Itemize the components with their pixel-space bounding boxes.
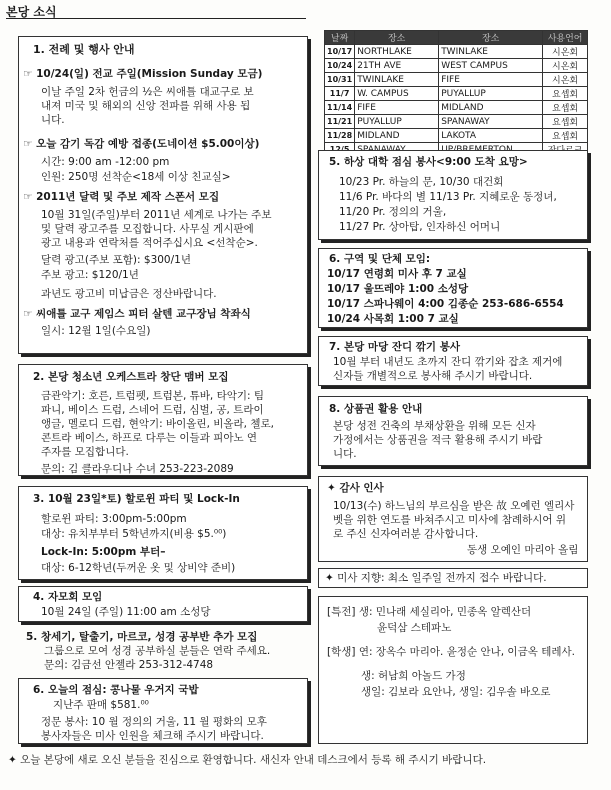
- mission-title: ☞ 10/24(일) 전교 주일(Mission Sunday 모금): [23, 68, 263, 80]
- thanks-line-3: 로 주신 신자여러분 감사합니다.: [333, 528, 479, 540]
- calendar-price-1: 달력 광고(주보 포함): $300/1년: [41, 254, 191, 266]
- calendar-line-2: 및 달력 광고주를 모집합니다. 사무실 게시판에: [41, 223, 254, 235]
- section-title: 1. 전례 및 행사 안내: [33, 43, 135, 56]
- schedule-date: 10/17: [325, 45, 355, 59]
- lockin-target: 대상: 6-12학년(두꺼운 옷 및 상비약 준비): [41, 562, 236, 574]
- schedule-place: NORTHLAKE: [355, 45, 439, 59]
- section-title: 3. 10월 23일*토) 할로윈 파티 및 Lock-In: [33, 493, 240, 505]
- pointer-icon: ✦: [8, 754, 21, 766]
- schedule-language: 시온회: [543, 59, 588, 73]
- calendar-price-2: 주보 광고: $120/1년: [41, 269, 139, 281]
- header-divider: [6, 18, 306, 19]
- schedule-row: [325, 87, 588, 101]
- service-line-4: 11/27 Pr. 상아탑, 인자하신 어머니: [339, 221, 501, 233]
- section-title: 6. 구역 및 단체 모임:: [329, 253, 431, 265]
- bible-study-body: 그룹으로 모여 성경 공부하실 분들은 연락 주세요.: [44, 645, 271, 657]
- mass-intention-text: ✦ 미사 지향: 최소 일주일 전까지 접수 바랍니다.: [325, 572, 547, 584]
- schedule-date: 11/7: [325, 87, 355, 101]
- meeting-line-2: 10/17 울뜨레야 1:00 소성당: [327, 283, 469, 295]
- pointer-icon: ✦: [327, 482, 340, 494]
- schedule-header-date: 날짜: [325, 31, 355, 45]
- schedule-place-2: TWINLAKE: [439, 45, 543, 59]
- pointer-icon: ✦: [325, 572, 338, 584]
- schedule-place-2: MIDLAND: [439, 101, 543, 115]
- section-title: 4. 자모회 모임: [33, 591, 103, 603]
- section-lawn: [318, 336, 588, 386]
- schedule-language: 요셉회: [543, 101, 588, 115]
- page-title: 본당 소식: [6, 5, 57, 19]
- flu-people: 인원: 250명 선착순<18세 이상 친교실>: [41, 171, 231, 183]
- giftcard-line-2: 가정에서는 상품권을 적극 활용해 주시기 바랍: [333, 434, 543, 446]
- schedule-place: 21TH AVE: [355, 59, 439, 73]
- thanks-title: ✦ 감사 인사: [327, 482, 384, 494]
- schedule-table: [324, 30, 588, 157]
- section-thanks: [318, 476, 588, 562]
- section-halloween: [18, 486, 308, 580]
- schedule-header-place: 장소: [355, 31, 439, 45]
- lunch-line-2: 봉사자들은 미사 인원을 체크해 주시기 바랍니다.: [41, 730, 264, 742]
- schedule-place-2: PUYALLUP: [439, 87, 543, 101]
- hand-pointer-icon: ☞: [23, 138, 37, 150]
- schedule-place-2: LAKOTA: [439, 129, 543, 143]
- section-title: 5. 하상 대학 점심 봉사<9:00 도착 요망>: [329, 156, 528, 168]
- orchestra-line-4: 콘트라 베이스, 하프로 다루는 이들과 피아노 연: [41, 432, 258, 444]
- section-lunch-service: [318, 150, 588, 240]
- schedule-language: 시온회: [543, 45, 588, 59]
- thanks-signature: 동생 오예인 마리아 올림: [467, 544, 579, 556]
- schedule-row: [325, 73, 588, 87]
- footer-welcome: ✦ 오늘 본당에 새로 오신 분들을 진심으로 환영합니다. 새신자 안내 데스크에서 등록 해 주시기 바랍니다.: [8, 754, 487, 766]
- prayer-other-2: 생일: 김보라 요안나, 생일: 김우솔 바오로: [361, 686, 551, 698]
- prayer-special: [특전] 생: 민나래 세실리아, 민종옥 알렉산더: [327, 606, 532, 618]
- schedule-place: PUYALLUP: [355, 115, 439, 129]
- schedule-date: 11/21: [325, 115, 355, 129]
- schedule-language: 요셉회: [543, 87, 588, 101]
- calendar-line-1: 10월 31일(주일)부터 2011년 세계로 나가는 주보: [41, 209, 272, 221]
- schedule-row: [325, 59, 588, 73]
- bible-study-contact: 문의: 김금선 안젤라 253-312-4748: [44, 659, 214, 671]
- meeting-line-3: 10/17 스파나웨이 4:00 김종순 253-686-6554: [327, 298, 564, 310]
- schedule-row: [325, 45, 588, 59]
- prayer-student: [학생] 연: 장옥수 마리아. 윤정순 안나, 이금옥 테레사.: [327, 646, 575, 658]
- calendar-line-3: 광고 내용과 연락처를 적어주십시요 <선착순>.: [41, 237, 258, 249]
- mission-line-2: 내져 미국 및 해외의 신앙 전파를 위해 사용 됩: [41, 100, 251, 112]
- giftcard-line-1: 본당 성전 건축의 부채상환을 위해 모든 신자: [333, 420, 536, 432]
- section-orchestra: [18, 364, 308, 476]
- orchestra-line-1: 금관악기: 호른, 트럼펫, 트럼본, 튜바, 타악기: 팀: [41, 390, 265, 402]
- lunch-sale: 지난주 판매 $581.⁰⁰: [53, 699, 149, 711]
- section-title: 2. 본당 청소년 오케스트라 창단 맴버 모집: [33, 371, 229, 383]
- schedule-language: 요셉회: [543, 115, 588, 129]
- prayer-special-2: 윤덕삼 스테파노: [377, 622, 452, 634]
- section-title: 6. 오늘의 점심: 콩나물 우거지 국밥: [33, 684, 199, 696]
- schedule-place-2: FIFE: [439, 73, 543, 87]
- schedule-language: 요셉회: [543, 129, 588, 143]
- section-title: 7. 본당 마당 잔디 깎기 봉사: [329, 341, 461, 353]
- section-lunch: [18, 678, 308, 744]
- orchestra-line-3: 앵글, 멜로디 드럼, 현악기: 바이올린, 비올라, 첼로,: [41, 418, 274, 430]
- flu-time: 시간: 9:00 am -12:00 pm: [41, 156, 170, 168]
- schedule-place: MIDLAND: [355, 129, 439, 143]
- section-events: [18, 36, 308, 354]
- section-title: 8. 상품권 활용 안내: [329, 403, 423, 415]
- hand-pointer-icon: ☞: [23, 191, 37, 203]
- hand-pointer-icon: ☞: [23, 308, 37, 320]
- schedule-place-2: SPANAWAY: [439, 115, 543, 129]
- mass-intention-note: [318, 568, 588, 588]
- dedication-date: 일시: 12월 1일(수요일): [41, 325, 151, 337]
- mothers-body: 10월 24일 (주일) 11:00 am 소성당: [41, 606, 211, 618]
- lockin-time: Lock-In: 5:00pm 부터–: [41, 546, 166, 558]
- party-target: 대상: 유치부부터 5학년까지(비용 $5.⁰⁰): [41, 528, 227, 540]
- flu-title: ☞ 오늘 감기 독감 예방 접종(도네이션 $5.00이상): [23, 138, 260, 150]
- schedule-date: 10/24: [325, 59, 355, 73]
- schedule-date: 10/31: [325, 73, 355, 87]
- service-line-1: 10/23 Pr. 하늘의 문, 10/30 대건회: [339, 176, 504, 188]
- schedule-date: 11/14: [325, 101, 355, 115]
- meeting-line-1: 10/17 연령회 미사 후 7 교실: [327, 268, 467, 280]
- schedule-date: 11/28: [325, 129, 355, 143]
- dedication-title: ☞ 씨애틀 교구 제임스 피터 살텐 교구장님 착좌식: [23, 308, 251, 320]
- schedule-row: [325, 115, 588, 129]
- bible-study-title: 5. 창세기, 탈출기, 마르코, 성경 공부반 추가 모집: [26, 631, 258, 643]
- mission-line-1: 이날 주일 2차 헌금의 ½은 씨애틀 대교구로 보: [41, 86, 254, 98]
- lunch-line-1: 정문 봉사: 10 월 정의의 거울, 11 월 평화의 모후: [41, 716, 267, 728]
- schedule-language: 시온회: [543, 73, 588, 87]
- section-gift-card: [318, 396, 588, 466]
- orchestra-line-2: 파니, 베이스 드럼, 스네어 드럼, 심벌, 공, 트라이: [41, 404, 264, 416]
- meeting-line-4: 10/24 사목회 1:00 7 교실: [327, 313, 459, 325]
- thanks-line-1: 10/13(수) 하느님의 부르심을 받은 故 오예런 엘리사: [333, 500, 575, 512]
- service-line-3: 11/20 Pr. 정의의 거울,: [339, 206, 447, 218]
- schedule-place: FIFE: [355, 101, 439, 115]
- schedule-place: TWINLAKE: [355, 73, 439, 87]
- calendar-title: ☞ 2011년 달력 및 주보 제작 스폰서 모집: [23, 191, 220, 203]
- orchestra-contact: 문의: 김 클라우디나 수녀 253-223-2089: [41, 463, 234, 475]
- section-mothers: [18, 586, 308, 622]
- schedule-header-language: 사용언어: [543, 31, 588, 45]
- schedule-row: [325, 101, 588, 115]
- party-time: 할로윈 파티: 3:00pm-5:00pm: [41, 513, 187, 525]
- thanks-line-2: 벳을 위한 연도를 바쳐주시고 미사에 참례하시어 위: [333, 514, 567, 526]
- schedule-header-place-2: 장소: [439, 31, 543, 45]
- schedule-place: W. CAMPUS: [355, 87, 439, 101]
- schedule-row: [325, 129, 588, 143]
- service-line-2: 11/6 Pr. 바다의 별 11/13 Pr. 지혜로운 동정녀,: [339, 191, 557, 203]
- prayer-other-1: 생: 허남희 아놀드 가정: [361, 670, 466, 682]
- calendar-note: 과년도 광고비 미납금은 정산바랍니다.: [41, 288, 217, 300]
- giftcard-line-3: 니다.: [333, 448, 357, 460]
- section-prayers: [318, 596, 588, 744]
- section-group-meetings: [318, 248, 588, 328]
- schedule-place-2: WEST CAMPUS: [439, 59, 543, 73]
- hand-pointer-icon: ☞: [23, 68, 37, 80]
- lawn-line-2: 신자들 개별적으로 봉사해 주시기 바랍니다.: [333, 370, 533, 382]
- lawn-line-1: 10월 부터 내년도 초까지 잔디 깎기와 잡초 제거에: [333, 356, 563, 368]
- orchestra-line-5: 주자를 모집합니다.: [41, 446, 129, 458]
- schedule-header-row: [325, 31, 588, 45]
- mission-line-3: 니다.: [41, 114, 65, 126]
